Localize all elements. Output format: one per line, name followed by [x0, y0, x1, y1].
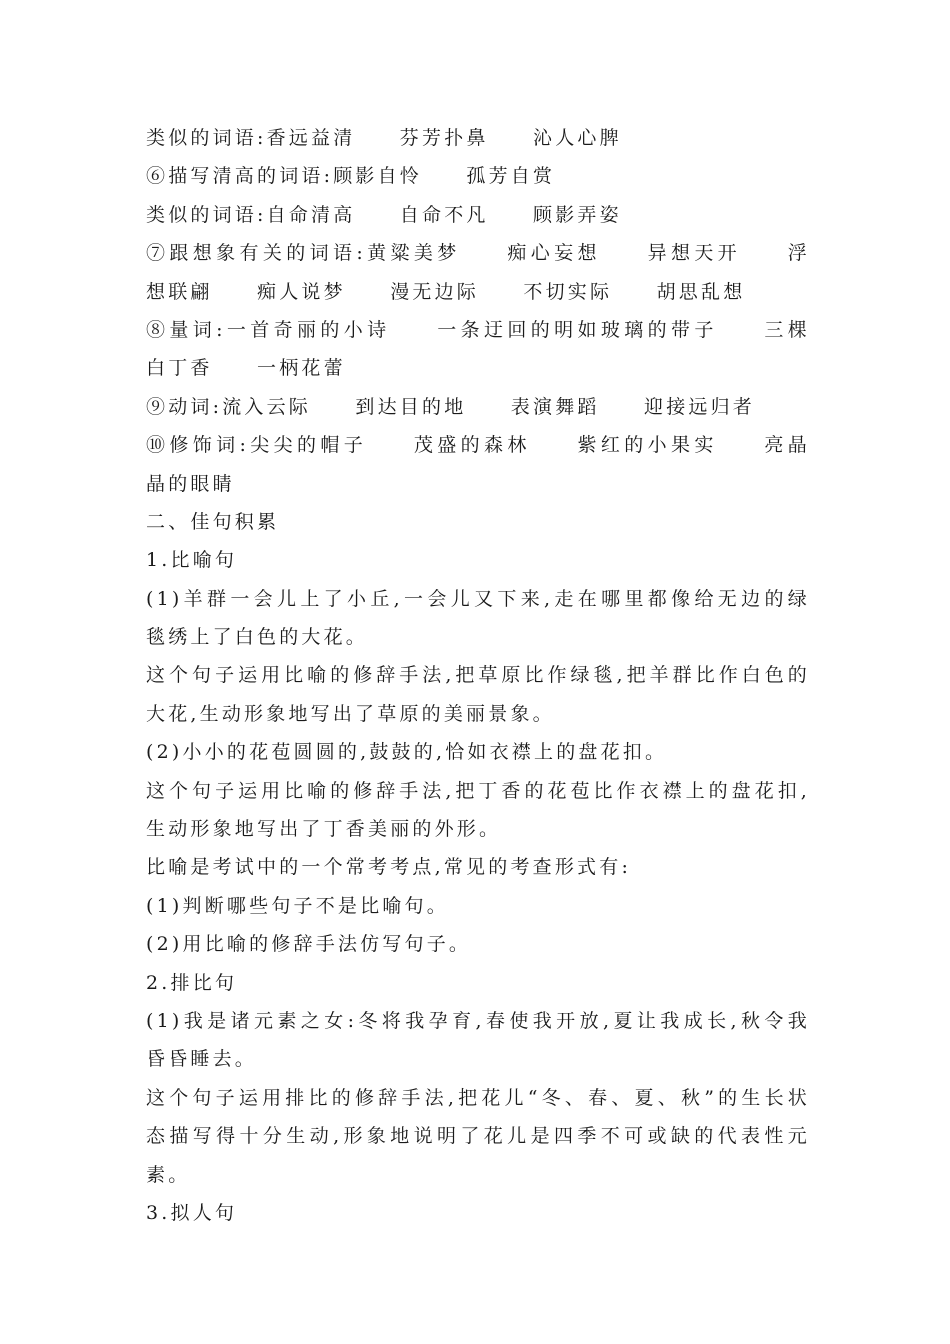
- text-line: (1)我是诸元素之女:冬将我孕育,春使我开放,夏让我成长,秋令我: [146, 1009, 810, 1032]
- text-line: 这个句子运用排比的修辞手法,把花儿“冬、春、夏、秋”的生长状: [146, 1086, 810, 1109]
- text-line: 素。: [146, 1163, 191, 1186]
- text-line: ⑧量词:一首奇丽的小诗 一条迂回的明如玻璃的带子 三棵: [146, 318, 810, 341]
- document-body: [146, 119, 810, 1232]
- section-heading: 二、佳句积累: [146, 510, 280, 533]
- text-line: 类似的词语:香远益清 芬芳扑鼻 沁人心脾: [146, 127, 622, 149]
- text-line: (2)小小的花苞圆圆的,鼓鼓的,恰如衣襟上的盘花扣。: [146, 741, 668, 764]
- subsection-heading: 1.比喻句: [146, 549, 238, 572]
- text-line: ⑦跟想象有关的词语:黄粱美梦 痴心妄想 异想天开 浮: [146, 242, 810, 265]
- text-line: (1)羊群一会儿上了小丘,一会儿又下来,走在哪里都像给无边的绿: [146, 587, 810, 610]
- text-line: 想联翩 痴人说梦 漫无边际 不切实际 胡思乱想: [146, 280, 746, 303]
- text-line: 大花,生动形象地写出了草原的美丽景象。: [146, 702, 555, 725]
- text-line: 毯绣上了白色的大花。: [146, 626, 369, 649]
- text-line: 态描写得十分生动,形象地说明了花儿是四季不可或缺的代表性元: [146, 1125, 810, 1148]
- text-line: 比喻是考试中的一个常考考点,常见的考查形式有:: [146, 856, 632, 879]
- text-line: ⑥描写清高的词语:顾影自怜 孤芳自赏: [146, 165, 556, 188]
- subsection-heading: 2.排比句: [146, 971, 238, 994]
- text-line: 这个句子运用比喻的修辞手法,把丁香的花苞比作衣襟上的盘花扣,: [146, 779, 810, 802]
- text-line: ⑨动词:流入云际 到达目的地 表演舞蹈 迎接远归者: [146, 395, 756, 418]
- text-line: (1)判断哪些句子不是比喻句。: [146, 894, 449, 917]
- text-line: 晶的眼睛: [146, 472, 235, 495]
- text-line: ⑩修饰词:尖尖的帽子 茂盛的森林 紫红的小果实 亮晶: [146, 434, 810, 457]
- text-line: 这个句子运用比喻的修辞手法,把草原比作绿毯,把羊群比作白色的: [146, 664, 810, 687]
- text-line: (2)用比喻的修辞手法仿写句子。: [146, 933, 472, 956]
- text-line: 类似的词语:自命清高 自命不凡 顾影弄姿: [146, 203, 622, 226]
- text-line: 白丁香 一柄花蕾: [146, 357, 346, 380]
- subsection-heading: 3.拟人句: [146, 1201, 238, 1224]
- text-line: 昏昏睡去。: [146, 1048, 258, 1071]
- text-line: 生动形象地写出了丁香美丽的外形。: [146, 818, 502, 841]
